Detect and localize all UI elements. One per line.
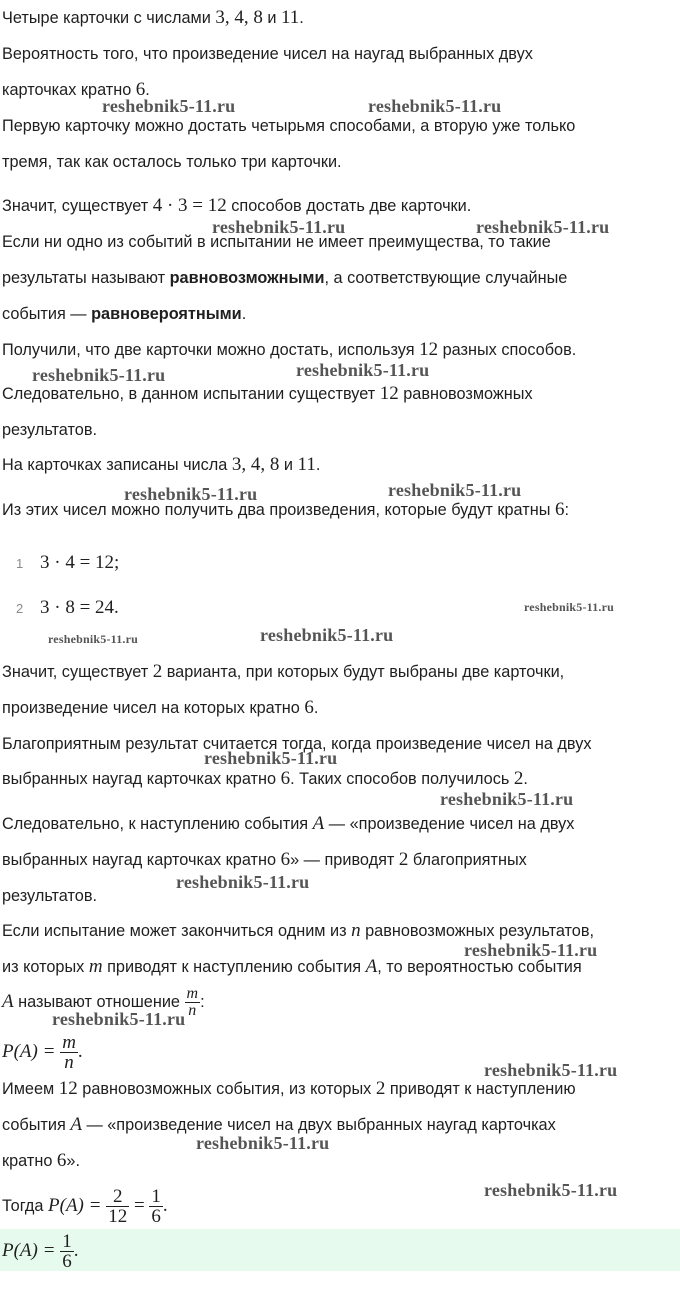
watermark: reshebnik5-11.ru [296, 360, 430, 380]
text: способов достать две карточки. [226, 197, 472, 215]
math-number: 11 [281, 7, 300, 28]
fraction-2-over-12 [106, 1187, 129, 1226]
line-first-card [2, 116, 678, 136]
math-number: 2 [513, 768, 524, 789]
line-classical-def-1 [2, 921, 678, 941]
math-variable: n [351, 920, 361, 941]
text: Следовательно, к наступлению события [2, 815, 313, 833]
text: произведение чисел на которых кратно [2, 699, 305, 717]
text: : [200, 993, 205, 1011]
watermark: reshebnik5-11.ru [32, 365, 166, 385]
text: приводят к наступлению [385, 1080, 576, 1098]
math-number: 12 [419, 339, 439, 360]
math-number: 6 [280, 849, 291, 870]
watermark: reshebnik5-11.ru [212, 217, 346, 237]
text: Если испытание может закончиться одним из [2, 922, 352, 940]
fraction-m-over-n [185, 986, 201, 1019]
text: и [262, 9, 281, 27]
equals-sign: = [129, 1195, 150, 1216]
text: , то вероятностью события [377, 958, 582, 976]
line-results [2, 420, 678, 440]
line-favorable-2 [2, 769, 678, 789]
text: из которых [2, 958, 89, 976]
text: Значит, существует [2, 663, 153, 681]
fraction-numerator: m [62, 1032, 76, 1054]
math-number: 2 [375, 1078, 386, 1099]
text: . [241, 305, 247, 323]
line-event-a-3 [2, 886, 678, 906]
text: карточках кратно [2, 81, 136, 99]
math-variable: A [365, 956, 378, 977]
math-number: 6 [304, 697, 314, 718]
watermark: reshebnik5-11.ru [204, 748, 338, 768]
text: выбранных наугад карточках кратно [2, 770, 281, 788]
line-total-ways [2, 196, 678, 216]
text: Если ни одно из событий в испытании не имеет преимущества, то такие [2, 233, 551, 251]
fraction-denominator: 6 [62, 1251, 72, 1272]
text: выбранных наугад карточках кратно [2, 851, 281, 869]
math-number: 6 [135, 79, 146, 100]
text: Тогда [2, 1197, 49, 1215]
math-number: 12 [379, 383, 399, 404]
text: . [77, 1041, 83, 1062]
watermark: reshebnik5-11.ru [484, 1180, 618, 1200]
text: благоприятных [408, 851, 527, 869]
fraction-denominator: n [60, 1052, 78, 1072]
fraction-1-over-6 [149, 1187, 163, 1226]
watermark: reshebnik5-11.ru [524, 600, 614, 614]
math-number: 11 [297, 454, 316, 475]
fraction-numerator: 2 [112, 1186, 123, 1208]
text: . [523, 770, 528, 788]
line-we-have-3 [2, 1151, 678, 1171]
text: равновозможных события, из которых [77, 1080, 376, 1098]
text: — «произведение чисел на двух выбранных наугад карточках [81, 1116, 556, 1134]
watermark: reshebnik5-11.ru [124, 484, 258, 504]
list-item-product-1: 3 · 4 = 12; [40, 552, 120, 573]
text: Вероятность того, что произведение чисел на наугад выбранных двух [2, 45, 533, 63]
text: кратно [2, 1152, 57, 1170]
text: На карточках записаны числа [2, 456, 232, 474]
text: приводят к наступлению события [102, 958, 366, 976]
math-expression: P(A) = [48, 1195, 107, 1216]
line-definition-2 [2, 268, 678, 288]
fraction-denominator: 6 [151, 1206, 161, 1228]
text: результатов. [2, 421, 97, 439]
text: называют отношение [13, 993, 185, 1011]
watermark: reshebnik5-11.ru [48, 632, 138, 646]
line-two-products [2, 500, 678, 520]
text: . [315, 456, 321, 474]
line-we-have-2 [2, 1115, 678, 1135]
watermark: reshebnik5-11.ru [102, 96, 236, 116]
line-cards-numbers [2, 455, 678, 475]
fraction-denominator: n [185, 1002, 201, 1019]
fraction-numerator: 1 [151, 1186, 161, 1208]
math-number: 2 [398, 849, 409, 870]
math-number: 6 [56, 1150, 67, 1171]
text: ». [66, 1152, 80, 1170]
text: Получили, что две карточки можно достать, используя [2, 341, 420, 359]
bold-term: равновозможными [169, 269, 325, 287]
fraction-numerator: m [186, 985, 199, 1003]
text: Первую карточку можно достать четырьмя способами, а вторую уже только [2, 117, 576, 135]
line-product-multiple [2, 698, 678, 718]
line-two-variants [2, 662, 678, 682]
text: события [2, 1116, 71, 1134]
fraction-denominator: 12 [108, 1206, 128, 1228]
text: разных способов. [438, 341, 577, 359]
math-expression: P(A) = [2, 1239, 61, 1261]
math-number: 2 [152, 661, 163, 682]
fraction-m-over-n [60, 1033, 78, 1072]
math-variable: A [70, 1114, 82, 1135]
line-probability-statement [2, 44, 678, 64]
text: равновозможных [398, 385, 533, 403]
text: результаты называют [2, 269, 170, 287]
watermark: reshebnik5-11.ru [484, 1060, 618, 1080]
line-favorable-1 [2, 734, 678, 754]
math-expression: 4 · 3 = 12 [152, 195, 227, 216]
math-variable: A [2, 991, 14, 1012]
text: Следовательно, в данном испытании существует [2, 385, 380, 403]
watermark: reshebnik5-11.ru [176, 872, 310, 892]
fraction-1-over-6 [60, 1232, 74, 1271]
math-number: 6 [280, 768, 291, 789]
line-twelve-ways [2, 340, 678, 360]
text: . [299, 9, 304, 27]
math-variable: A [312, 813, 325, 834]
text: результатов. [2, 887, 97, 905]
list-number: 2 [16, 601, 24, 616]
line-definition-3 [2, 304, 678, 324]
text: варианта, при которых будут выбраны две карточки, [162, 663, 565, 681]
text: — «произведение чисел на двух [324, 815, 575, 833]
text: Благоприятным результат считается тогда, когда произведение чисел на двух [2, 735, 592, 753]
watermark: reshebnik5-11.ru [260, 625, 394, 645]
math-numbers: 3, 4, 8 [231, 454, 280, 475]
math-number: 6 [554, 499, 565, 520]
watermark: reshebnik5-11.ru [464, 940, 598, 960]
math-number: 12 [58, 1078, 78, 1099]
watermark: reshebnik5-11.ru [52, 1009, 186, 1029]
line-cards-intro [2, 8, 678, 28]
line-we-have-1 [2, 1079, 678, 1099]
text: . Таких способов получилось [290, 770, 514, 788]
line-twelve-results [2, 384, 678, 404]
text: . [313, 699, 319, 717]
text: тремя, так как осталось только три карточки. [2, 153, 342, 171]
line-event-a-1 [2, 814, 678, 834]
fraction-numerator: 1 [62, 1231, 72, 1252]
math-expression: P(A) = [2, 1041, 61, 1062]
list-number: 1 [16, 556, 24, 571]
text: . [73, 1239, 79, 1261]
text: события — [2, 305, 92, 323]
math-numbers: 3, 4, 8 [215, 7, 263, 28]
line-second-card [2, 152, 678, 172]
watermark: reshebnik5-11.ru [388, 480, 522, 500]
text: и [279, 456, 298, 474]
text: : [564, 501, 569, 519]
text: . [162, 1195, 168, 1216]
list-item-product-2: 3 · 8 = 24. [40, 597, 119, 618]
watermark: reshebnik5-11.ru [440, 789, 574, 809]
text: Имеем [2, 1080, 59, 1098]
watermark: reshebnik5-11.ru [476, 217, 610, 237]
text: . [145, 81, 150, 99]
line-event-a-2 [2, 850, 678, 870]
watermark: reshebnik5-11.ru [196, 1133, 330, 1153]
answer-highlight [0, 1229, 680, 1271]
text: Четыре карточки с числами [2, 9, 216, 27]
watermark: reshebnik5-11.ru [368, 96, 502, 116]
text: » — приводят [290, 851, 399, 869]
text: , а соответствующие случайные [324, 269, 568, 287]
math-variable: m [88, 956, 103, 977]
answer-formula [2, 1232, 78, 1271]
text: равновозможных результатов, [360, 922, 595, 940]
bold-term: равновероятными [91, 305, 242, 323]
text: Из этих чисел можно получить два произведения, которые будут кратны [2, 501, 555, 519]
text: Значит, существует [2, 197, 153, 215]
